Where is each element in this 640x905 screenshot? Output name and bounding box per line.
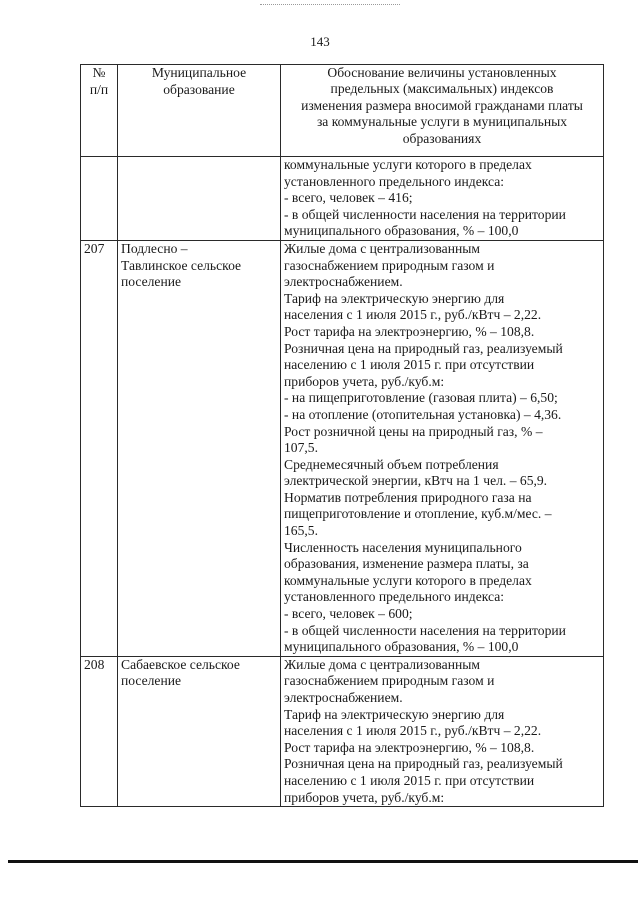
text-line: Тариф на электрическую энергию для <box>284 290 505 306</box>
header-number <box>81 65 118 157</box>
text-line: Жилые дома с централизованным <box>284 656 480 672</box>
table-row <box>81 157 604 241</box>
text-line: - всего, человек – 416; <box>284 190 413 206</box>
header-municipality <box>118 65 281 157</box>
header-municipality-line: Муниципальное <box>151 65 247 80</box>
text-line: 165,5. <box>284 523 318 539</box>
header-number-line: п/п <box>89 81 109 97</box>
row-municipality <box>118 157 281 241</box>
table-row <box>81 656 604 806</box>
text-line: - на отопление (отопительная установка) – 4,36. <box>284 406 562 422</box>
municipality-line: поселение <box>121 274 182 290</box>
row-number <box>81 157 118 241</box>
text-line: - на пищеприготовление (газовая плита) – 6,50; <box>284 390 558 406</box>
row-basis-text <box>281 656 604 806</box>
index-justification-table <box>80 64 604 807</box>
text-line: Норматив потребления природного газа на <box>284 489 532 505</box>
text-line: Рост тарифа на электроэнергию, % – 108,8. <box>284 323 535 339</box>
text-line: муниципального образования, % – 100,0 <box>284 223 519 239</box>
text-line: Тариф на электрическую энергию для <box>284 706 505 722</box>
header-basis-line: за коммунальные услуги в муниципальных <box>316 114 568 130</box>
text-line: газоснабжением природным газом и <box>284 673 495 689</box>
text-line: населения с 1 июля 2015 г., руб./кВтч – 2,22. <box>284 723 542 739</box>
text-line: 107,5. <box>284 440 318 456</box>
row-municipality <box>118 240 281 656</box>
text-line: электроснабжением. <box>284 690 403 705</box>
row-municipality <box>118 656 281 806</box>
text-line: электрической энергии, кВтч на 1 чел. – 65,9. <box>284 473 548 489</box>
text-line: муниципального образования, % – 100,0 <box>284 639 519 655</box>
text-line: Розничная цена на природный газ, реализуемый <box>284 340 563 356</box>
header-number-line: № <box>92 65 106 80</box>
text-line: газоснабжением природным газом и <box>284 257 495 273</box>
text-line: установленного предельного индекса: <box>284 173 505 189</box>
header-municipality-line: образование <box>163 81 235 97</box>
text-line: населению с 1 июля 2015 г. при отсутствии <box>284 357 535 373</box>
table-header-row <box>81 65 604 157</box>
scan-artifact-line <box>260 4 400 6</box>
text-line: коммунальные услуги которого в пределах <box>284 572 532 588</box>
text-line: Рост тарифа на электроэнергию, % – 108,8. <box>284 739 535 755</box>
row-basis-text <box>281 157 604 241</box>
text-line: пищеприготовление и отопление, куб.м/мес. – <box>284 506 552 522</box>
text-line: населения с 1 июля 2015 г., руб./кВтч – 2,22. <box>284 307 542 323</box>
municipality-line: поселение <box>121 673 182 689</box>
text-line: электроснабжением. <box>284 274 403 290</box>
text-line: - в общей численности населения на территории <box>284 206 566 222</box>
row-number: 208 <box>81 656 118 806</box>
page-number: 143 <box>310 34 330 49</box>
row-number: 207 <box>81 240 118 656</box>
text-line: коммунальные услуги которого в пределах <box>284 157 532 172</box>
text-line: приборов учета, руб./куб.м: <box>284 789 445 805</box>
header-basis <box>281 65 604 157</box>
municipality-line: Подлесно – <box>121 240 188 256</box>
municipality-line: Сабаевское сельское <box>121 656 240 672</box>
text-line: населению с 1 июля 2015 г. при отсутствии <box>284 772 535 788</box>
header-basis-line: предельных (максимальных) индексов <box>330 81 554 97</box>
table-row <box>81 240 604 656</box>
text-line: Рост розничной цены на природный газ, % – <box>284 423 543 439</box>
header-basis-line: образованиях <box>402 130 482 146</box>
text-line: - всего, человек – 600; <box>284 606 413 622</box>
header-basis-line: изменения размера вносимой гражданами платы <box>301 97 583 113</box>
text-line: Розничная цена на природный газ, реализуемый <box>284 756 563 772</box>
text-line: установленного предельного индекса: <box>284 589 505 605</box>
text-line: - в общей численности населения на территории <box>284 622 566 638</box>
municipality-line: Тавлинское сельское <box>121 257 242 273</box>
bottom-rule <box>8 860 638 863</box>
row-basis-text <box>281 240 604 656</box>
header-basis-line: Обоснование величины установленных <box>327 65 557 80</box>
text-line: образования, изменение размера платы, за <box>284 556 529 572</box>
text-line: приборов учета, руб./куб.м: <box>284 373 445 389</box>
text-line: Среднемесячный объем потребления <box>284 456 499 472</box>
text-line: Численность населения муниципального <box>284 539 522 555</box>
text-line: Жилые дома с централизованным <box>284 240 480 256</box>
